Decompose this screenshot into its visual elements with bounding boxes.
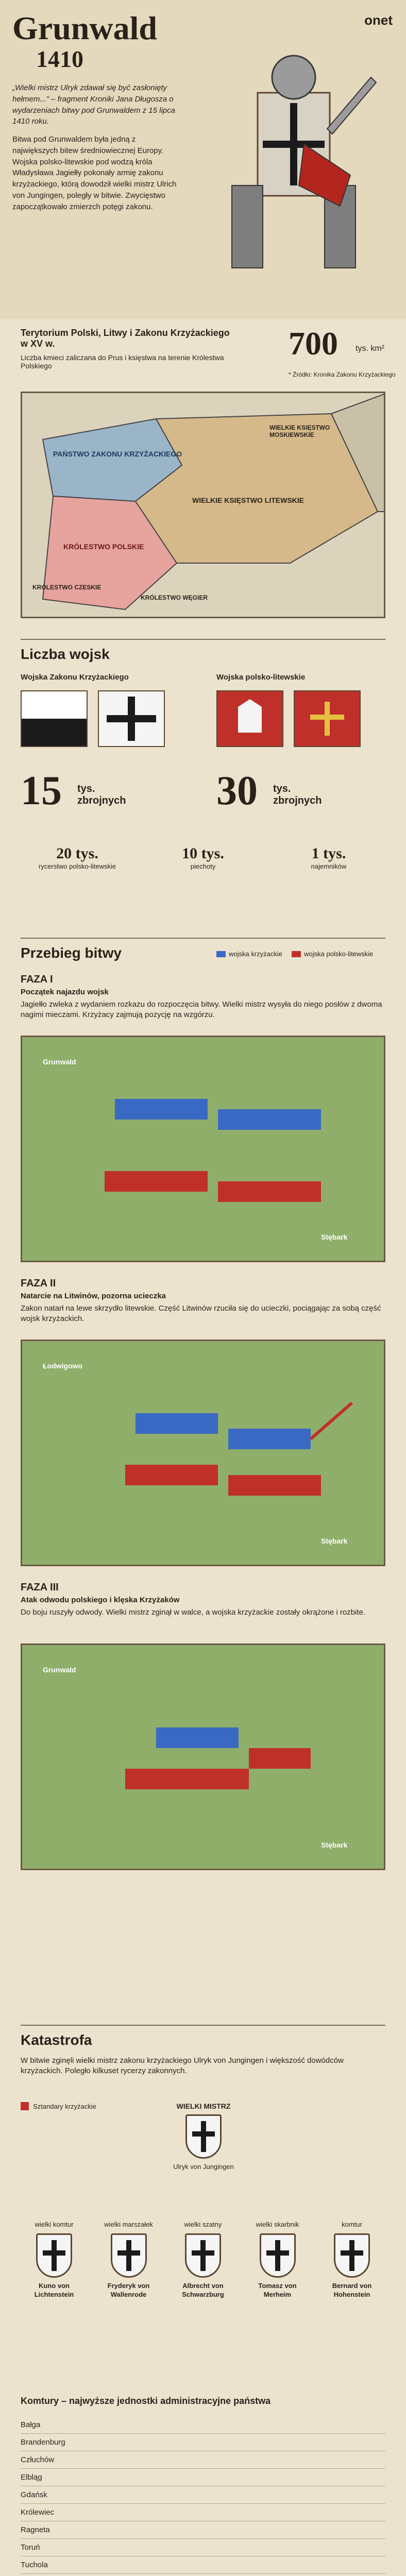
- map-label-moscow: WIELKIE KSIĘSTWO MOSKIEWSKIE: [269, 424, 330, 438]
- dignitary: [95, 2221, 162, 2299]
- dignitary-shield-icon: [111, 2233, 147, 2278]
- armies-stat: [21, 845, 134, 871]
- phase-map-units: [22, 1037, 385, 1262]
- armies-stats: [21, 845, 385, 871]
- armies-left-number: 15: [21, 768, 62, 814]
- territory-sub: Liczba kmieci zaliczana do Prus i księstwa na terenie Królestwa Polskiego: [21, 353, 224, 370]
- armies-section: [0, 639, 406, 927]
- map-place: Stębark: [321, 1233, 348, 1241]
- komtury-heading: Komtury – najwyższe jednostki administracyjne państwa: [21, 2396, 271, 2406]
- phase-text: Do boju ruszyły odwody. Wielki mistrz zginął w walce, a wojska krzyżackie zostały okrążone i rozbite.: [21, 1608, 366, 1617]
- map-label-czech: KRÓLESTWO CZESKIE: [32, 584, 102, 591]
- map-label-teutonic: PAŃSTWO ZAKONU KRZYŻACKIEGO: [53, 450, 182, 458]
- armies-stat-label: piechoty: [190, 862, 216, 870]
- phase-map-units: [22, 1645, 385, 1870]
- dignitary-name: Bernard von Hohenstein: [332, 2281, 372, 2298]
- table-cell: Brandenburg: [21, 2438, 65, 2447]
- legend-swatch: [21, 2102, 29, 2110]
- phase-subtitle: Atak odwodu polskiego i klęska Krzyżaków: [21, 1596, 180, 1604]
- table-cell: Bałga: [21, 2420, 41, 2429]
- phase-subtitle: Początek najazdu wojsk: [21, 988, 109, 996]
- dignitaries-row: [21, 2221, 385, 2299]
- polish-banner-icon: [216, 690, 283, 747]
- territory-section: [0, 319, 406, 386]
- teutonic-cross-banner-icon: [98, 690, 165, 747]
- teutonic-banner-icon: [21, 690, 88, 747]
- grand-master-name: Ulryk von Jungingen: [173, 2163, 234, 2171]
- header-section: [0, 0, 406, 319]
- source-note: * Źródło: Kronika Zakonu Krzyżackiego: [289, 371, 396, 378]
- dignitary-role: wielki marszałek: [104, 2221, 153, 2228]
- legend-swatch-blue: [216, 951, 226, 957]
- dignitary-name: Fryderyk von Wallenrode: [107, 2281, 150, 2298]
- table-row: [21, 2469, 385, 2486]
- table-row: [21, 2434, 385, 2451]
- phase-text: Jagiełło zwleka z wydaniem rozkazu do rozpoczęcia bitwy. Wielki mistrz wysyła do niego posłów z dwoma nagimi mieczami. Krzyżacy zajmują pozycję na wzgórzu.: [21, 1000, 382, 1020]
- legend-item: [292, 950, 373, 958]
- dignitary-name: Kuno von Lichtenstein: [34, 2281, 74, 2298]
- grand-master-shield-icon: [185, 2114, 222, 2159]
- table-row: [21, 2486, 385, 2504]
- table-cell: Elbląg: [21, 2473, 42, 2482]
- table-cell: Królewiec: [21, 2508, 55, 2517]
- phase-title: FAZA II: [21, 1278, 56, 1289]
- armies-right-label: Wojska polsko-litewskie: [216, 673, 306, 682]
- map-label-hungary: KRÓLESTWO WĘGIER: [141, 594, 208, 601]
- legend-label-red: wojska polsko-litewskie: [304, 950, 374, 958]
- armies-stat-value: 1 tys.: [311, 845, 346, 862]
- armies-stat-value: 10 tys.: [182, 845, 224, 862]
- divider: [21, 2025, 385, 2026]
- aftermath-legend-label: Sztandary krzyżackie: [33, 2102, 96, 2110]
- legend-item: [216, 950, 282, 958]
- table-cell: Tuchola: [21, 2561, 48, 2569]
- map-label-poland: KRÓLESTWO POLSKIE: [63, 543, 144, 551]
- territory-label: Terytorium Polski, Litwy i Zakonu Krzyżackiego w XV w.: [21, 328, 230, 349]
- aftermath-section: [0, 2025, 406, 2385]
- table-row: [21, 2416, 385, 2434]
- map-place: Grunwald: [43, 1058, 76, 1066]
- aftermath-heading: Katastrofa: [21, 2032, 92, 2048]
- dignitary-role: wielki komtur: [35, 2221, 74, 2228]
- page-title: Grunwald: [12, 10, 157, 46]
- battle-phase: [21, 1278, 385, 1325]
- phase-title: FAZA III: [21, 1582, 59, 1593]
- battle-legend: [216, 950, 373, 958]
- table-cell: Toruń: [21, 2543, 40, 2552]
- dignitary: [21, 2221, 88, 2299]
- territory-number: 700: [289, 325, 338, 362]
- phase-map-units: [22, 1341, 385, 1566]
- table-row: [21, 2521, 385, 2539]
- phase-map: [21, 1036, 385, 1262]
- map-label-lithuania: WIELKIE KSIĘSTWO LITEWSKIE: [192, 496, 304, 504]
- map-place: Stębark: [321, 1841, 348, 1849]
- dignitary: [170, 2221, 236, 2299]
- armies-stat-value: 20 tys.: [56, 845, 98, 862]
- grand-master-label: WIELKI MISTRZ: [176, 2102, 231, 2110]
- dignitary: [318, 2221, 385, 2299]
- intro-quote: „Wielki mistrz Ulryk zdawał się być zasłonięty hełmem...” – fragment Kroniki Jana Długosza o wydarzeniach bitwy pod Grunwaldem z 15 lipca 1410 roku.: [12, 83, 175, 126]
- divider: [21, 938, 385, 939]
- table-row: [21, 2556, 385, 2574]
- battle-phase: [21, 1582, 385, 1618]
- armies-left-label: Wojska Zakonu Krzyżackiego: [21, 673, 129, 682]
- phase-text: Zakon natarł na lewe skrzydło litewskie. Część Litwinów rzuciła się do ucieczki, pociągając za sobą część wojsk krzyżackich.: [21, 1304, 381, 1324]
- table-cell: Ragneta: [21, 2526, 50, 2534]
- phase-map: [21, 1643, 385, 1870]
- table-row: [21, 2504, 385, 2521]
- battle-phase: [21, 974, 385, 1021]
- dignitary-name: Albrecht von Schwarzburg: [182, 2281, 224, 2298]
- armies-stat: [146, 845, 260, 871]
- aftermath-text: W bitwie zginęli wielki mistrz zakonu krzyżackiego Ulryk von Jungingen i większość dowódców krzyżackich. Poległo kilkuset rycerzy zakonnych.: [21, 2056, 344, 2076]
- armies-heading: Liczba wojsk: [21, 646, 110, 662]
- dignitary-shield-icon: [36, 2233, 72, 2278]
- armies-left-unit: tys. zbrojnych: [77, 783, 126, 806]
- armies-stat: [272, 845, 385, 871]
- table-row: [21, 2539, 385, 2556]
- dignitary-shield-icon: [334, 2233, 370, 2278]
- armies-right-unit: tys. zbrojnych: [273, 783, 322, 806]
- legend-label-blue: wojska krzyżackie: [229, 950, 283, 958]
- map-frame: [21, 392, 385, 618]
- table-cell: Gdańsk: [21, 2490, 47, 2499]
- grand-master: [170, 2102, 237, 2172]
- phase-title: FAZA I: [21, 974, 53, 985]
- phase-subtitle: Natarcie na Litwinów, pozorna ucieczka: [21, 1292, 166, 1300]
- map-place: Stębark: [321, 1537, 348, 1545]
- knight-illustration: [201, 41, 386, 299]
- battle-section: [0, 938, 406, 2020]
- dignitary-shield-icon: [260, 2233, 296, 2278]
- lithuanian-banner-icon: [294, 690, 361, 747]
- armies-right-number: 30: [216, 768, 258, 814]
- table-row: [21, 2451, 385, 2469]
- map-place: Grunwald: [43, 1666, 76, 1674]
- territory-unit: tys. km²: [356, 344, 384, 353]
- armies-stat-label: rycerstwo polsko-litewskie: [38, 862, 116, 870]
- divider: [21, 639, 385, 640]
- table-cell: Człuchów: [21, 2455, 55, 2464]
- dignitary-shield-icon: [185, 2233, 221, 2278]
- phase-map: [21, 1340, 385, 1566]
- intro-text: Bitwa pod Grunwaldem była jedną z największych bitew średniowiecznej Europy. Wojska polsko-litewskie pod wodzą króla Władysława Jagiełły pokonały armię zakonu krzyżackiego, którą dowodził wielki mistrz Ulrich von Jungingen, poległy w bitwie. Zwycięstwo zapoczątkowało zmierzch potęgi zakonu.: [12, 135, 177, 211]
- page-year: 1410: [36, 46, 83, 72]
- armies-stat-label: najemników: [311, 862, 347, 870]
- dignitary-name: Tomasz von Merheim: [258, 2281, 297, 2298]
- komtury-section: [0, 2391, 406, 2576]
- dignitary: [244, 2221, 311, 2299]
- aftermath-legend: [21, 2102, 96, 2110]
- dignitary-role: komtur: [342, 2221, 362, 2228]
- map-place: Łodwigowo: [43, 1362, 82, 1370]
- dignitary-role: wielki skarbnik: [256, 2221, 299, 2228]
- battle-heading: Przebieg bitwy: [21, 945, 122, 961]
- legend-swatch-red: [292, 951, 301, 957]
- brand-logo: onet: [364, 12, 393, 28]
- territory-map: [0, 392, 406, 629]
- dignitary-role: wielki szatny: [184, 2221, 222, 2228]
